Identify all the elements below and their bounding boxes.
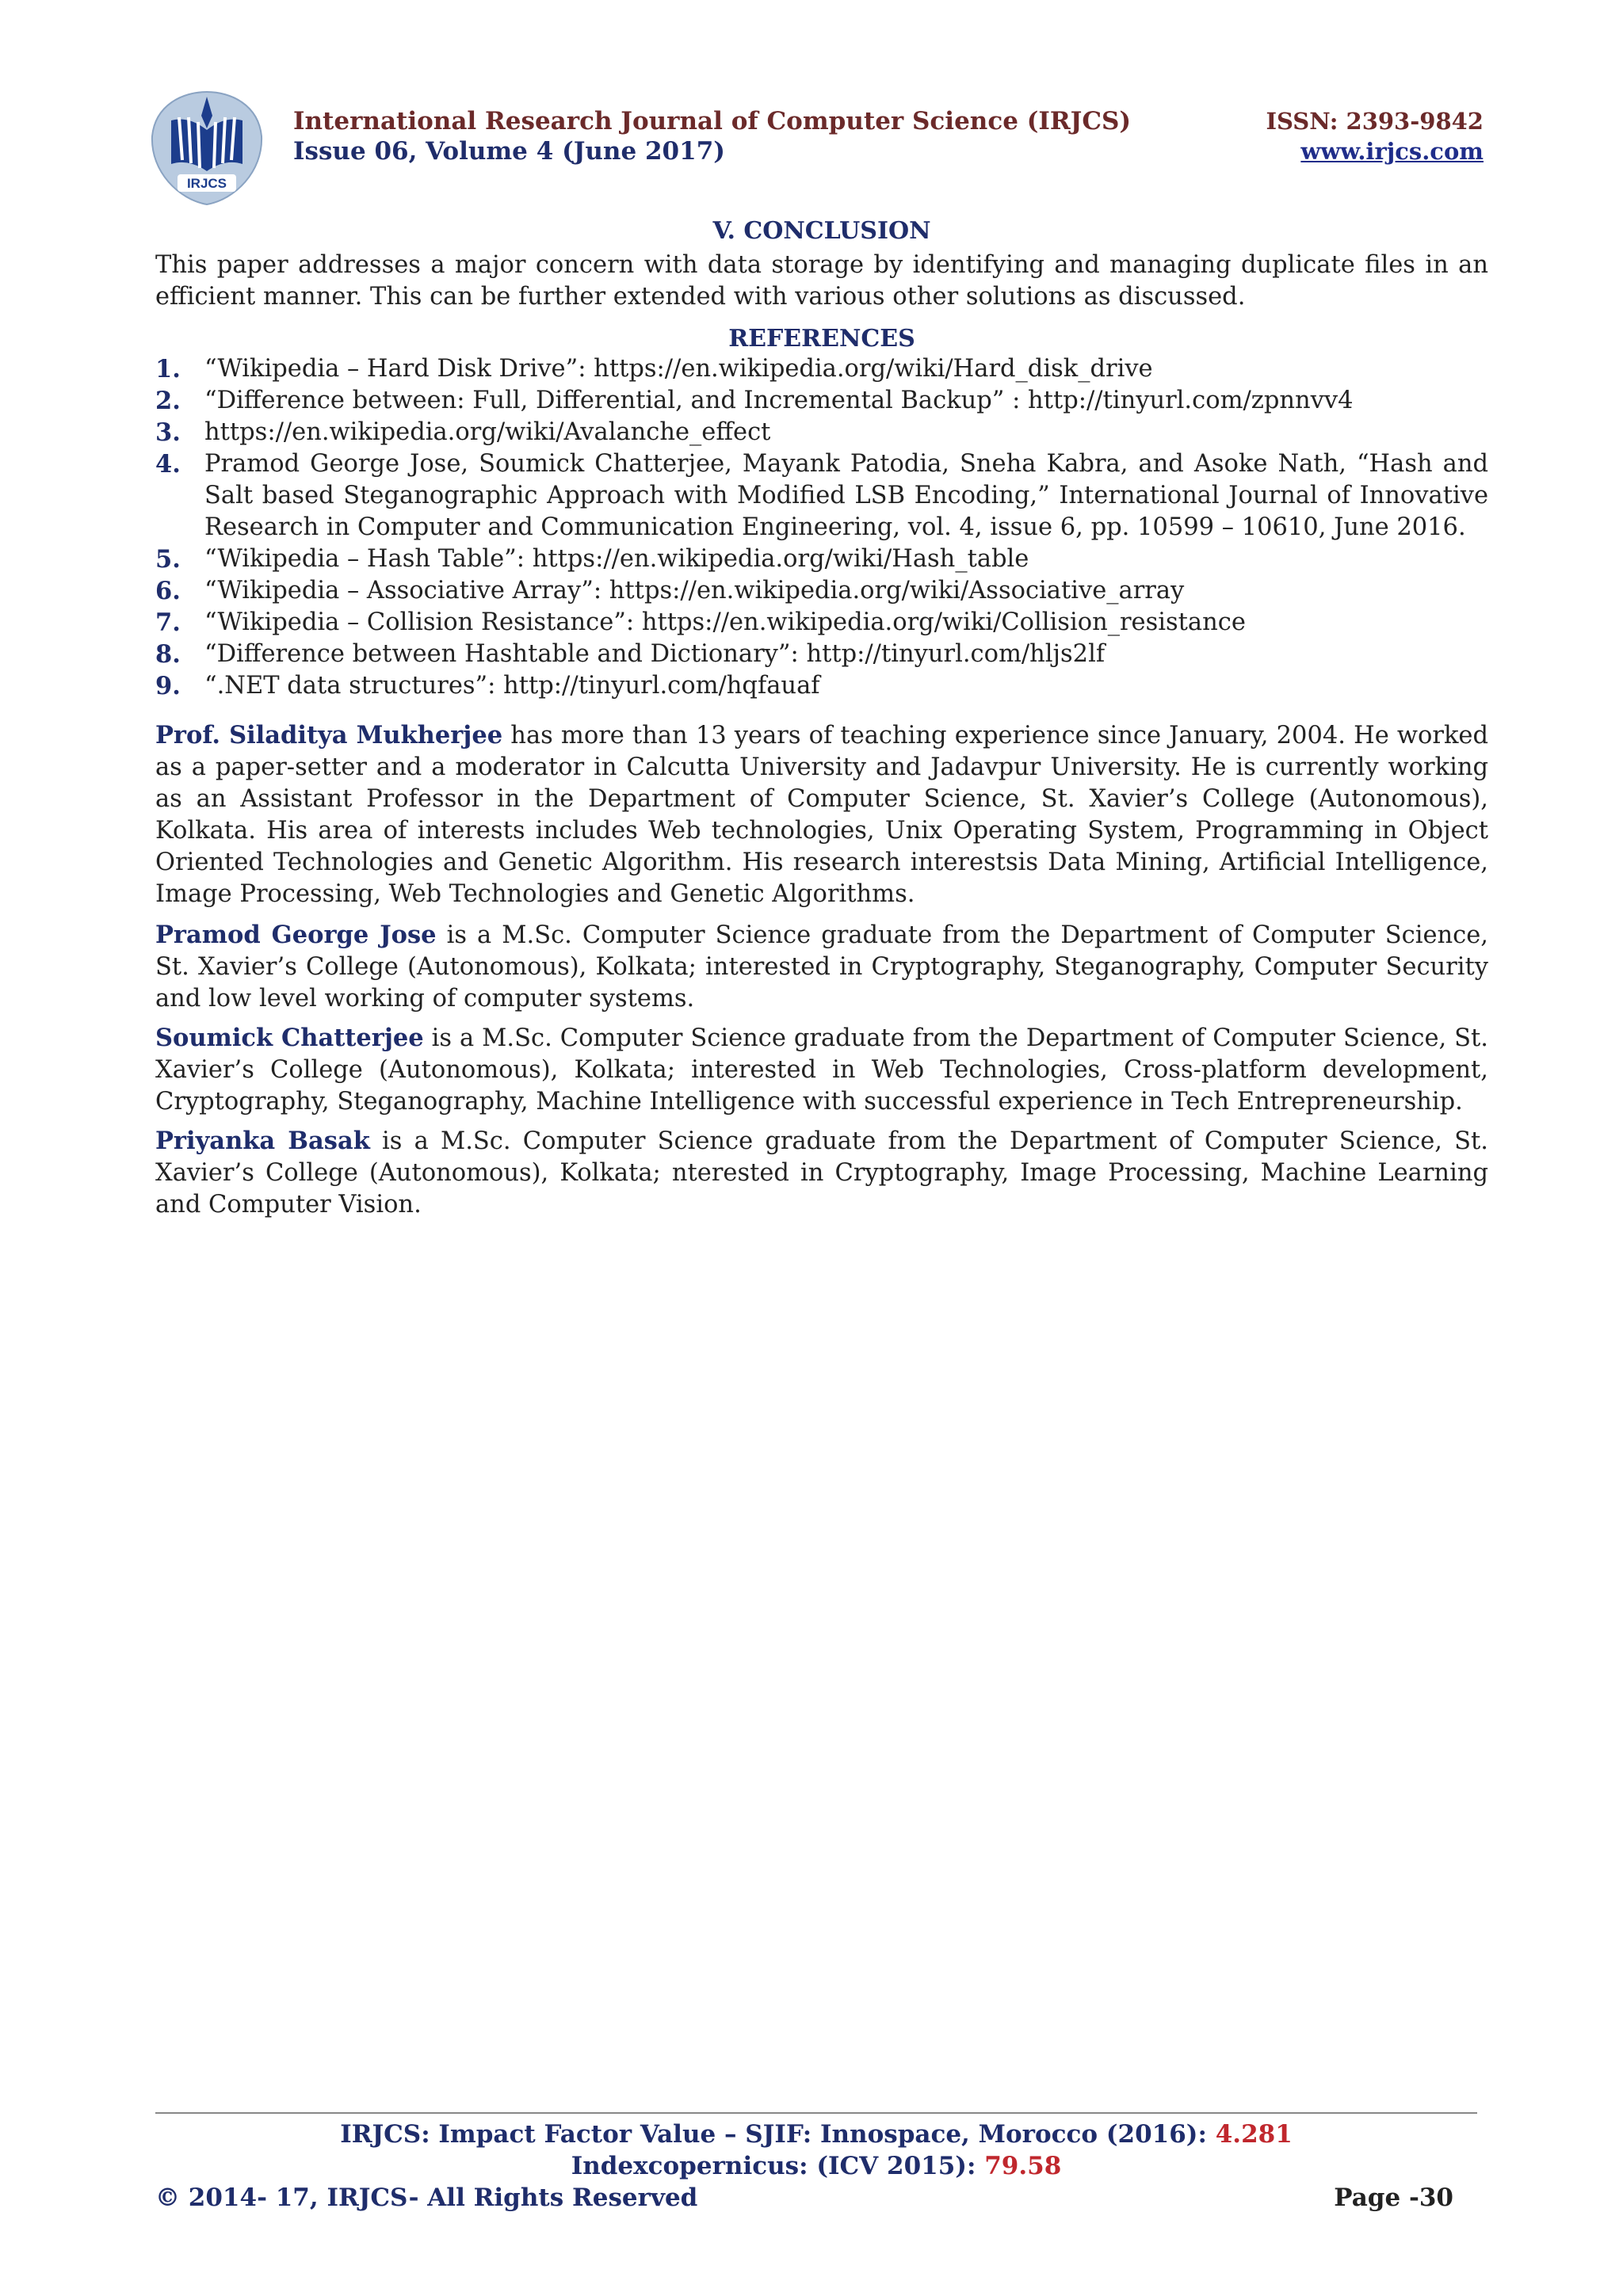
impact-factor-label: IRJCS: Impact Factor Value – SJIF: Innospace, Morocco (2016): — [340, 2120, 1216, 2149]
logo-text: IRJCS — [186, 176, 227, 191]
reference-item — [155, 639, 1488, 670]
reference-text: “Wikipedia – Hard Disk Drive”: https://en.wikipedia.org/wiki/Hard_disk_drive — [204, 355, 1153, 383]
reference-number: 1. — [155, 355, 181, 383]
reference-text: https://en.wikipedia.org/wiki/Avalanche_effect — [204, 418, 771, 446]
author-name: Prof. Siladitya Mukherjee — [155, 721, 503, 749]
author-bio — [155, 1125, 1488, 1221]
indexcopernicus-line — [155, 2152, 1477, 2180]
reference-number: 7. — [155, 608, 181, 637]
irjcs-logo — [147, 89, 266, 208]
author-bio-text: has more than 13 years of teaching experience since January, 2004. He worked as a paper-setter and a moderator in Calcutta University and Jadavpur University. He is currently working as an Assistant Professor in the Department of Computer Science, St. Xavier’s College (Autonomous), Kolkata. His area of interests includes Web technologies, Unix Operating System, Programming in Object Oriented Technologies and Genetic Algorithm. His research interestsis Data Mining, Artificial Intelligence, Image Processing, Web Technologies and Genetic Algorithms. — [155, 722, 1488, 908]
reference-item — [155, 417, 1488, 448]
icv-label: Indexcopernicus: (ICV 2015): — [571, 2152, 985, 2180]
author-bio-text: is a M.Sc. Computer Science graduate from the Department of Computer Science, St. Xavier’s College (Autonomous), Kolkata; interested in Web Technologies, Cross-platform development, Cryptography, Steganography, Machine Intelligence with successful experience in Tech Entrepreneurship. — [155, 1024, 1488, 1116]
reference-number: 6. — [155, 577, 181, 605]
reference-number: 2. — [155, 387, 181, 415]
issue-info: Issue 06, Volume 4 (June 2017) — [293, 137, 725, 166]
reference-text: “.NET data structures”: http://tinyurl.com/hqfauaf — [204, 672, 820, 700]
author-bio-text: is a M.Sc. Computer Science graduate from the Department of Computer Science, St. Xavier’s College (Autonomous), Kolkata; nterested in Cryptography, Image Processing, Machine Learning and Computer Vision. — [155, 1127, 1488, 1219]
reference-text: “Wikipedia – Associative Array”: https://en.wikipedia.org/wiki/Associative_array — [204, 577, 1185, 605]
journal-header — [293, 106, 1131, 166]
icv-value: 79.58 — [984, 2152, 1062, 2180]
author-name: Priyanka Basak — [155, 1127, 370, 1155]
references-heading: REFERENCES — [728, 325, 915, 353]
reference-number: 5. — [155, 545, 181, 574]
footer-divider — [155, 2112, 1477, 2114]
website-link[interactable]: www.irjcs.com — [1300, 138, 1484, 165]
copyright: © 2014- 17, IRJCS- All Rights Reserved — [155, 2183, 698, 2212]
issn: ISSN: 2393-9842 — [1266, 108, 1484, 135]
conclusion-text: This paper addresses a major concern with data storage by identifying and managing duplicate files in an efficient manner. This can be further extended with various other solutions as discussed. — [155, 251, 1488, 311]
reference-text: “Wikipedia – Hash Table”: https://en.wikipedia.org/wiki/Hash_table — [204, 545, 1029, 573]
reference-number: 9. — [155, 672, 181, 700]
reference-text: Pramod George Jose, Soumick Chatterjee, Mayank Patodia, Sneha Kabra, and Asoke Nath, “Hash and Salt based Steganographic Approach with Modified LSB Encoding,” International Journal of Innovative Research in Computer and Communication Engineering, vol. 4, issue 6, pp. 10599 – 10610, June 2016. — [204, 450, 1488, 541]
author-name: Soumick Chatterjee — [155, 1024, 424, 1052]
reference-number: 3. — [155, 418, 181, 447]
reference-item — [155, 607, 1488, 639]
reference-number: 8. — [155, 640, 181, 669]
reference-item — [155, 385, 1488, 417]
reference-text: “Wikipedia – Collision Resistance”: https://en.wikipedia.org/wiki/Collision_resistance — [204, 608, 1246, 636]
reference-item — [155, 575, 1488, 607]
reference-list — [155, 353, 1488, 702]
reference-item — [155, 670, 1488, 702]
author-bio — [155, 1022, 1488, 1118]
reference-text: “Difference between Hashtable and Dictionary”: http://tinyurl.com/hljs2lf — [204, 640, 1106, 668]
conclusion-heading: V. CONCLUSION — [712, 217, 931, 245]
author-name: Pramod George Jose — [155, 921, 437, 949]
reference-item — [155, 448, 1488, 543]
reference-number: 4. — [155, 450, 181, 479]
journal-title: International Research Journal of Computer Science (IRJCS) — [293, 107, 1132, 135]
impact-factor-line — [155, 2120, 1477, 2149]
impact-factor-value: 4.281 — [1215, 2120, 1293, 2149]
journal-meta — [1266, 106, 1484, 166]
page-number: Page -30 — [1334, 2183, 1453, 2212]
reference-item — [155, 543, 1488, 575]
reference-text: “Difference between: Full, Differential, and Incremental Backup” : http://tinyurl.com/zpnnvv4 — [204, 387, 1354, 414]
author-bio-text: is a M.Sc. Computer Science graduate from the Department of Computer Science, St. Xavier’s College (Autonomous), Kolkata; interested in Cryptography, Steganography, Computer Security and low level working of computer systems. — [155, 921, 1488, 1013]
reference-item — [155, 353, 1488, 385]
author-bio — [155, 719, 1488, 910]
author-bio — [155, 919, 1488, 1015]
